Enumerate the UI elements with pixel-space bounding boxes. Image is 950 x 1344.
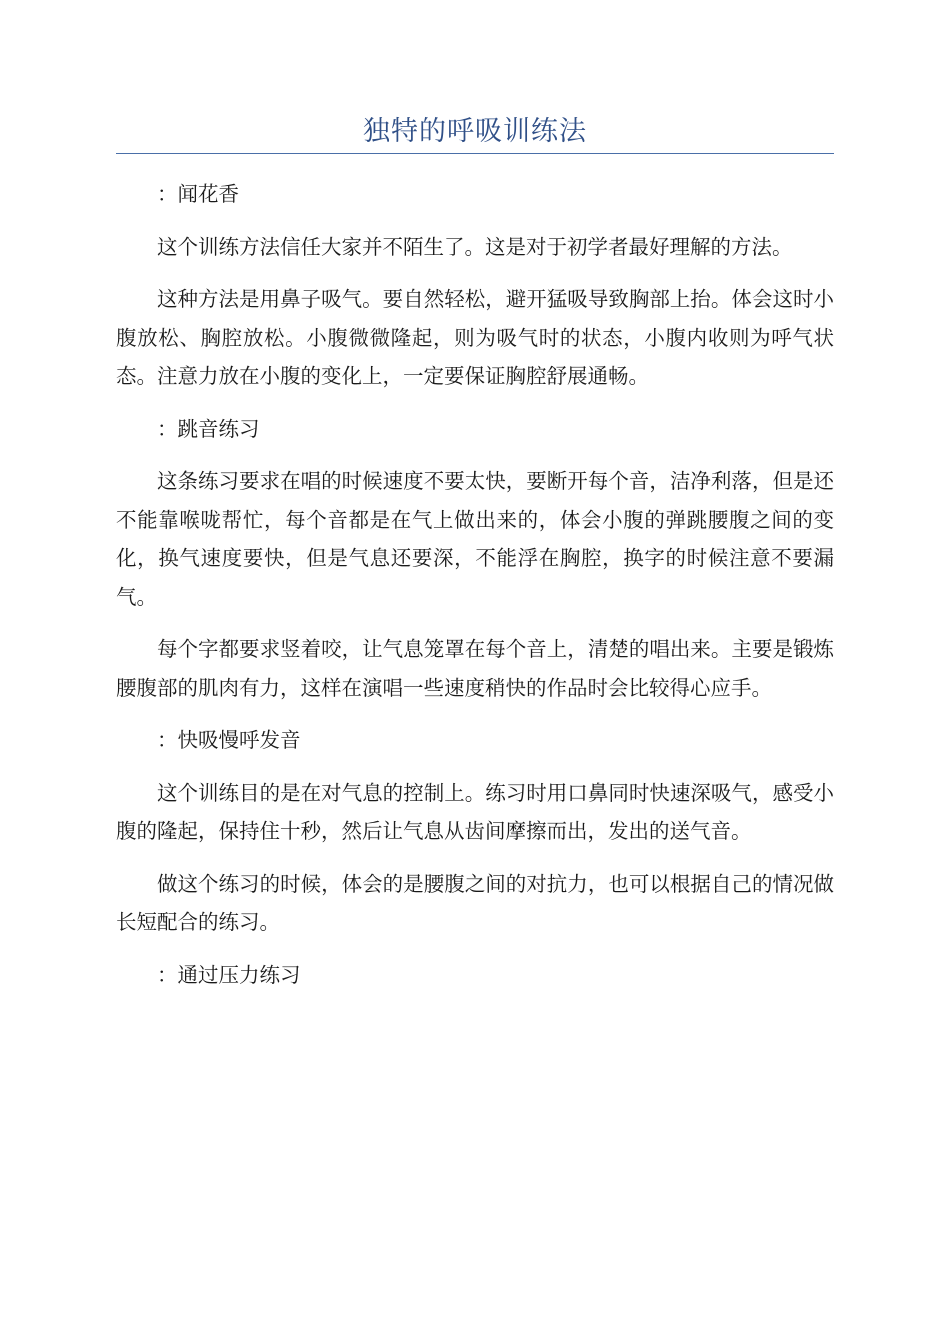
- paragraph: 这个训练目的是在对气息的控制上。练习时用口鼻同时快速深吸气，感受小腹的隆起，保持住十秒，然后让气息从齿间摩擦而出，发出的送气音。: [116, 780, 834, 843]
- section-heading-4: ：通过压力练习: [157, 962, 301, 987]
- paragraph: 这种方法是用鼻子吸气。要自然轻松，避开猛吸导致胸部上抬。体会这时小腹放松、胸腔放松。小腹微微隆起，则为吸气时的状态，小腹内收则为呼气状态。注意力放在小腹的变化上，一定要保证胸腔舒展通畅。: [116, 287, 834, 388]
- paragraph: 这个训练方法信任大家并不陌生了。这是对于初学者最好理解的方法。: [157, 234, 793, 259]
- section-heading-1: ：闻花香: [157, 182, 239, 206]
- section-heading-2: ：跳音练习: [157, 416, 260, 441]
- title-underline: [116, 153, 834, 154]
- section-heading-3: ：快吸慢呼发音: [157, 728, 301, 752]
- paragraph: 每个字都要求竖着咬，让气息笼罩在每个音上，清楚的唱出来。主要是锻炼腰腹部的肌肉有力，这样在演唱一些速度稍快的作品时会比较得心应手。: [116, 637, 834, 700]
- paragraph: 这条练习要求在唱的时候速度不要太快，要断开每个音，洁净利落，但是还不能靠喉咙帮忙，每个音都是在气上做出来的，体会小腹的弹跳腰腹之间的变化，换气速度要快，但是气息还要深，不能浮在胸腔，换字的时候注意不要漏气。: [116, 469, 834, 609]
- paragraph: 做这个练习的时候，体会的是腰腹之间的对抗力，也可以根据自己的情况做长短配合的练习。: [116, 871, 834, 934]
- document-body: [116, 175, 834, 1008]
- document-title: 独特的呼吸训练法: [363, 116, 587, 147]
